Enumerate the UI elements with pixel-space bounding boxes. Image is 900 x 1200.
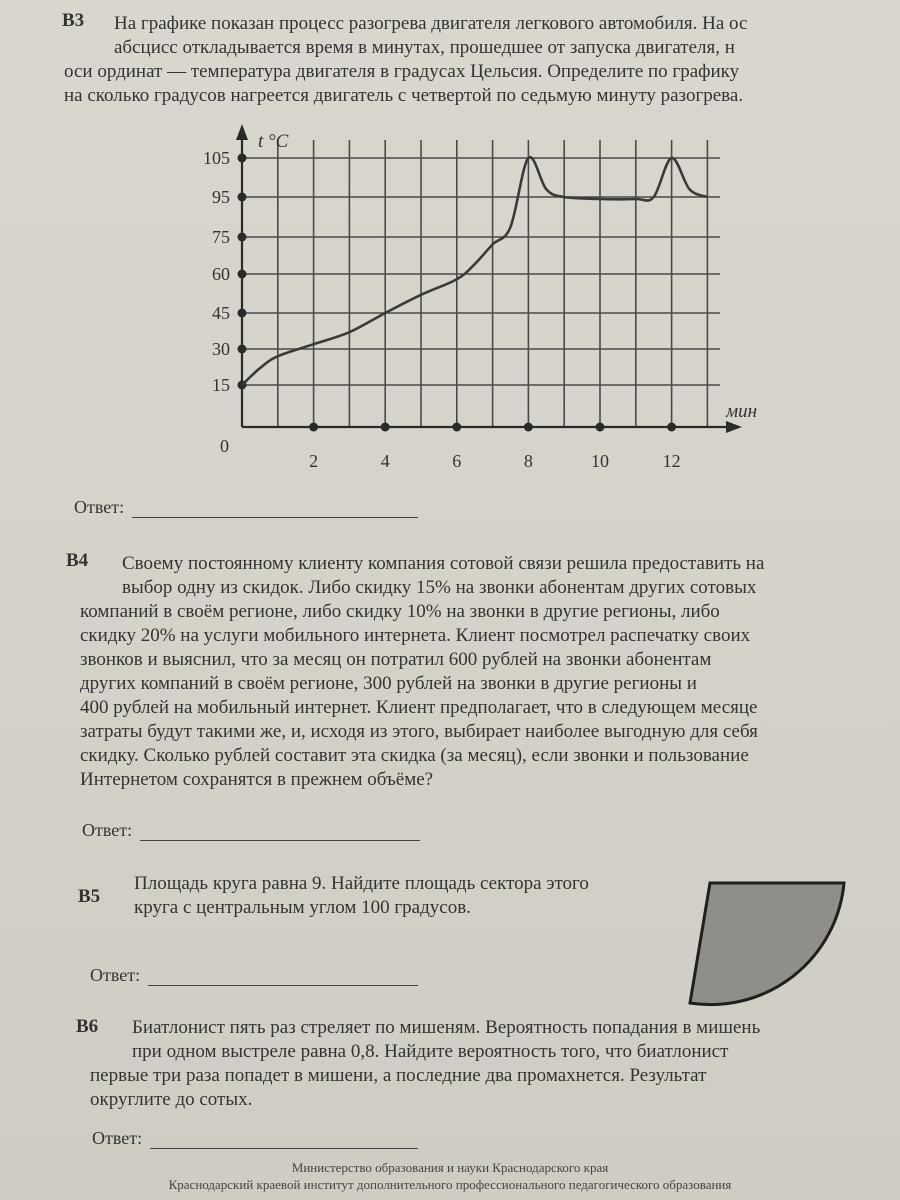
problem-label-b5: B5 (78, 886, 101, 907)
text-line: скидку 20% на услуги мобильного интернета. Клиент посмотрел распечатку своих (80, 625, 751, 646)
temperature-curve (242, 157, 707, 385)
y-tick-mark (238, 309, 247, 318)
chart-ticks (203, 131, 757, 471)
answer-label: Ответ: (90, 965, 141, 985)
text-line: Биатлонист пять раз стреляет по мишеням. Вероятность попадания в мишень (132, 1017, 761, 1038)
text-line: круга с центральным углом 100 градусов. (134, 897, 471, 918)
text-line: компаний в своём регионе, либо скидку 10% на звонки в другие регионы, либо (80, 601, 720, 622)
y-tick-mark (238, 345, 247, 354)
x-tick-label: 12 (662, 451, 681, 471)
y-axis-label: t °C (258, 131, 289, 152)
text-line: Своему постоянному клиенту компания сотовой связи решила предоставить на (122, 553, 765, 574)
text-line: округлите до сотых. (90, 1089, 253, 1110)
footer-line-2: Краснодарский краевой институт дополнительного профессионального педагогического образования (168, 1177, 732, 1192)
y-tick-label: 105 (203, 148, 230, 168)
y-tick-mark (238, 154, 247, 163)
answer-input-b5[interactable] (148, 967, 418, 986)
y-tick-label: 60 (212, 264, 230, 284)
text-line: других компаний в своём регионе, 300 рублей на звонки в другие регионы и (80, 673, 697, 694)
answer-input-b3[interactable] (132, 499, 418, 518)
answer-label: Ответ: (82, 820, 133, 840)
y-tick-label: 95 (212, 187, 230, 207)
x-tick-mark (596, 423, 605, 432)
text-line: первые три раза попадет в мишени, а последние два промахнется. Результат (90, 1065, 707, 1086)
text-line: затраты будут такими же, и, исходя из этого, выбирает наиболее выгодную для себя (80, 721, 758, 742)
answer-row-b3 (74, 497, 418, 518)
text-line: Интернетом сохранятся в прежнем объёме? (80, 769, 434, 790)
footer-line-1: Министерство образования и науки Краснодарского края (291, 1160, 609, 1175)
text-line: выбор одну из скидок. Либо скидку 15% на звонки абонентам других сотовых (122, 577, 757, 598)
problem-text-b6 (90, 1016, 870, 1112)
problem-label-b4: B4 (66, 550, 89, 571)
text-line: звонков и выяснил, что за месяц он потратил 600 рублей на звонки абонентам (80, 649, 712, 670)
chart-grid (242, 140, 720, 427)
problem-text-b5 (134, 872, 694, 920)
answer-row-b4 (82, 820, 420, 841)
temperature-chart (0, 120, 900, 610)
text-line: на сколько градусов нагреется двигатель с четвертой по седьмую минуту разогрева. (64, 85, 744, 106)
text-line: Площадь круга равна 9. Найдите площадь сектора этого (134, 873, 589, 894)
text-line: На графике показан процесс разогрева двигателя легкового автомобиля. На ос (114, 13, 748, 34)
sector-shape (690, 883, 844, 1005)
answer-row-b5 (90, 965, 418, 986)
y-tick-mark (238, 193, 247, 202)
x-axis-label: мин (726, 401, 758, 422)
answer-input-b6[interactable] (150, 1130, 418, 1149)
text-line: абсцисс откладывается время в минутах, прошедшее от запуска двигателя, н (114, 37, 735, 58)
text-line: при одном выстреле равна 0,8. Найдите вероятность того, что биатлонист (132, 1041, 729, 1062)
y-tick-label: 15 (212, 375, 230, 395)
x-tick-label: 10 (591, 451, 609, 471)
x-tick-label: 8 (523, 451, 533, 471)
y-tick-mark (238, 270, 247, 279)
x-tick-mark (524, 423, 533, 432)
x-axis-arrow (726, 421, 742, 433)
x-tick-label: 4 (380, 451, 390, 471)
problem-text-b4 (80, 552, 890, 792)
answer-row-b6 (92, 1128, 418, 1149)
chart-axes (236, 124, 742, 433)
chart-series (242, 157, 707, 385)
text-line: оси ординат — температура двигателя в градусах Цельсия. Определите по графику (64, 61, 740, 82)
circle-sector-figure (682, 875, 852, 1015)
text-line: 400 рублей на мобильный интернет. Клиент предполагает, что в следующем месяце (80, 697, 758, 718)
x-tick-label: 2 (309, 451, 319, 471)
y-tick-mark (238, 233, 247, 242)
answer-input-b4[interactable] (140, 822, 420, 841)
x-tick-label: 6 (452, 451, 462, 471)
y-tick-label: 30 (212, 339, 230, 359)
x-tick-mark (667, 423, 676, 432)
y-axis-arrow (236, 124, 248, 140)
x-tick-mark (381, 423, 390, 432)
text-line: скидку. Сколько рублей составит эта скидка (за месяц), если звонки и пользование (80, 745, 749, 766)
origin-label: 0 (220, 436, 229, 456)
problem-label-b6: B6 (76, 1016, 99, 1037)
x-tick-mark (309, 423, 318, 432)
y-tick-label: 75 (212, 227, 230, 247)
problem-label-b3: B3 (62, 10, 85, 31)
answer-label: Ответ: (74, 497, 125, 517)
x-tick-mark (452, 423, 461, 432)
answer-label: Ответ: (92, 1128, 143, 1148)
y-tick-label: 45 (212, 303, 230, 323)
